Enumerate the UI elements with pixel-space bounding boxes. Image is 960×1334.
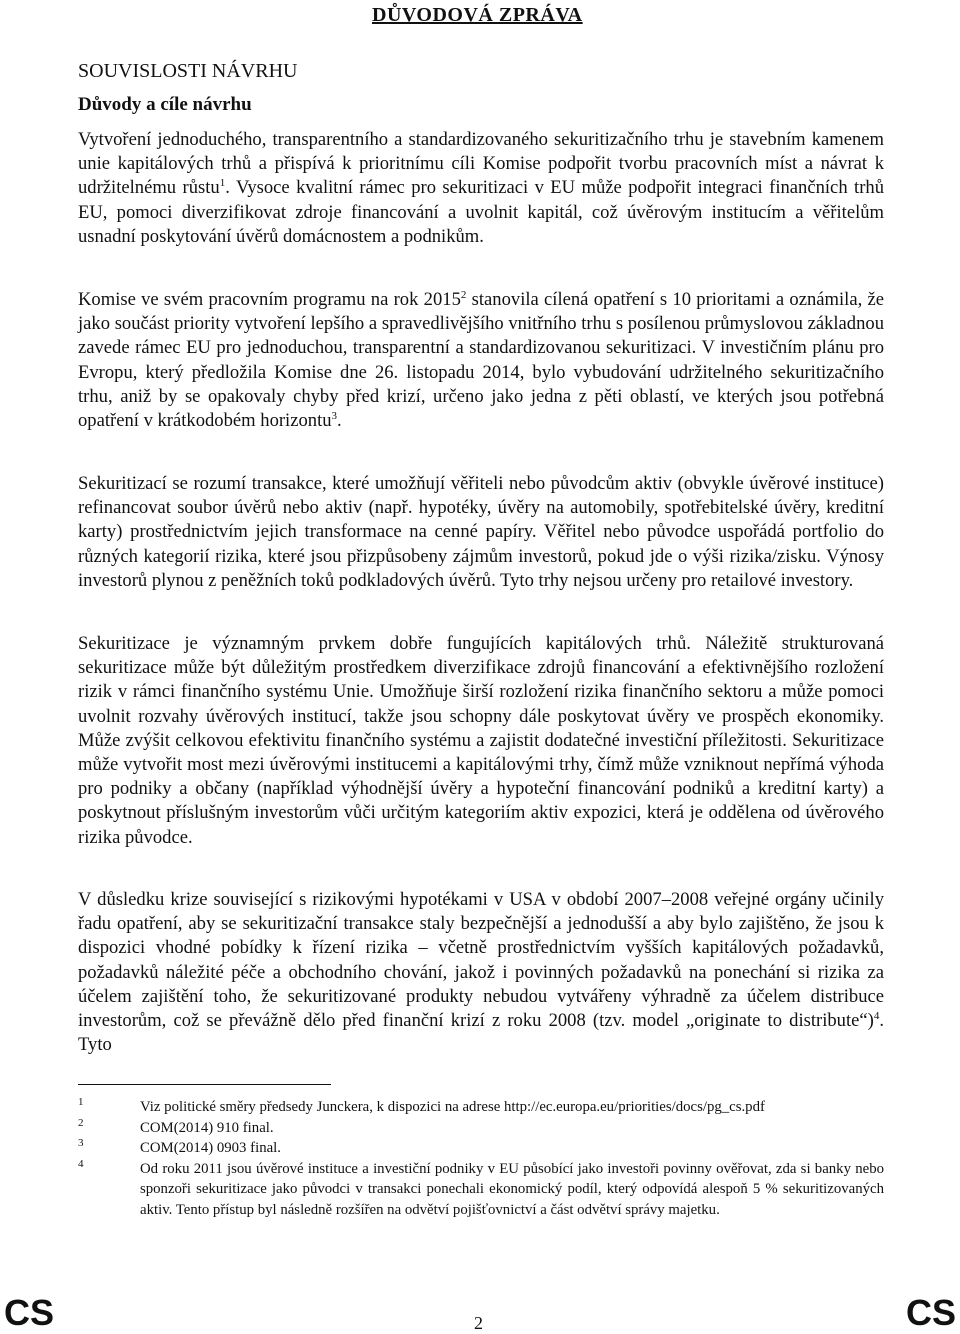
footnote-ref-2: 2 [460, 288, 467, 301]
language-code-right: CS [905, 1292, 956, 1333]
footnote-3 [78, 1138, 884, 1159]
language-code-left: CS [4, 1292, 55, 1333]
paragraph-1 [78, 128, 884, 249]
footnote-number: 3 [78, 1137, 84, 1149]
footnote-separator [78, 1084, 331, 1085]
paragraph-1-text-b: . Vysoce kvalitní rámec pro sekuritizaci v EU může podpořit integraci finančních trhů EU, pomoci diverzifikovat zdroje financování a uvolnit kapitál, což úvěrovým institucím a věřitelům usnadní poskytování úvěrů domácnostem a podnikům. [78, 177, 884, 247]
paragraph-1-text-a: Vytvoření jednoduchého, transparentního a standardizovaného sekuritizačního trhu je stavebním kamenem unie kapitálových trhů a přispívá k prioritnímu cíli Komise podpořit tvorbu pracovních míst a návrat k udržitelnému růstu [78, 129, 884, 199]
footnote-4 [78, 1159, 884, 1221]
subheading: Důvody a cíle návrhu [78, 94, 252, 115]
page-number: 2 [474, 1313, 483, 1333]
footnote-2 [78, 1118, 884, 1139]
paragraph-2-text-b: stanovila cílená opatření s 10 prioritami a oznámila, že jako součást priority vytvoření lepšího a spravedlivějšího vnitřního trhu s posílenou průmyslovou základnou zavede rámec EU pro jednoduchou, transparentní a standardizovanou sekuritizaci. V investičním plánu pro Evropu, který předložila Komise dne 26. listopadu 2014, bylo vybudování udržitelného sekuritizačního trhu, aniž by se opakovaly chyby před krizí, určeno jako jedna z pěti oblastí, ve kterých jsou potřebná opatření v krátkodobém horizontu [78, 289, 884, 432]
footnote-ref-3: 3 [331, 409, 338, 422]
paragraph-5-text-b: . Tyto [78, 1010, 884, 1056]
footnote-text: COM(2014) 910 final. [140, 1119, 274, 1136]
document-title: DŮVODOVÁ ZPRÁVA [372, 4, 583, 26]
footnote-1 [78, 1097, 884, 1118]
paragraph-3: Sekuritizací se rozumí transakce, které umožňují věřiteli nebo původcům aktiv (obvykle úvěrové instituce) refinancovat soubor úvěrů nebo aktiv (např. hypotéky, úvěry na automobily, spotřebitelské úvěry, kreditní karty) prostřednictvím jejich transformace na cenné papíry. Věřitel nebo původce uspořádá portfolio do různých kategorií rizika, které jsou přizpůsobeny zájmům investorů, pokud jde o výši rizika/zisku. Výnosy investorů plynou z peněžních toků podkladových úvěrů. Tyto trhy nejsou určeny pro retailové investory. [78, 473, 884, 591]
footnote-text: COM(2014) 0903 final. [140, 1140, 281, 1156]
footnote-number: 2 [78, 1116, 84, 1129]
section-heading: SOUVISLOSTI NÁVRHU [78, 60, 298, 82]
footnote-ref-1: 1 [219, 177, 226, 190]
footnote-ref-4: 4 [873, 1009, 880, 1022]
footnote-text: Od roku 2011 jsou úvěrové instituce a investiční podniky v EU působící jako investoři povinny ověřovat, zda si banky nebo sponzoři sekuritizace jako původci v transakci ponechali ekonomický podíl, který odpovídá alespoň 5 % sekuritizovaných aktiv. Tento přístup byl následně rozšířen na odvětví pojišťovnictví a část odvětví správy majetku. [140, 1160, 884, 1218]
footnote-text: Viz politické směry předsedy Junckera, k dispozici na adrese http://ec.europa.eu/priorities/docs/pg_cs.pdf [140, 1099, 765, 1115]
paragraph-5-text-a: V důsledku krize související s rizikovými hypotékami v USA v období 2007–2008 veřejné orgány učinily řadu opatření, aby se sekuritizační transakce staly bezpečnější a jednodušší a aby bylo zajištěno, že jsou k dispozici vhodné pobídky k řízení rizika – včetně prostřednictvím vyšších kapitálových požadavků, požadavků náležité péče a obchodního chování, jakož i povinných požadavků na ponechání si rizika za účelem zajištění toho, že sekuritizované produkty nebudou vytvářeny výhradně za účelem distribuce investorům, což se převážně dělo před finanční krizí z roku 2008 (tzv. model „originate to distribute“) [78, 889, 884, 1032]
footnote-number: 4 [78, 1157, 84, 1170]
paragraph-2-text-c: . [337, 410, 342, 432]
footnotes [78, 1097, 884, 1220]
paragraph-4: Sekuritizace je významným prvkem dobře fungujících kapitálových trhů. Náležitě strukturovaná sekuritizace může být důležitým prostředkem diverzifikace zdrojů financování a efektivnějšího rozložení rizik v rámci finančního systému Unie. Umožňuje širší rozložení rizika finančního sektoru a může pomoci uvolnit rozvahy úvěrových institucí, takže jsou schopny dále poskytovat úvěry ve prospěch ekonomiky. Může zvýšit celkovou efektivitu finančního systému a zajistit dodatečné investiční příležitosti. Sekuritizace může vytvořit most mezi úvěrovými institucemi a kapitálovými trhy, čímž může vzniknout nepřímá výhoda pro podniky a občany (například výhodnější úvěry a hypoteční financování podniků a kreditní karty) a poskytnout příslušným investorům vůči určitým kategoriím aktiv expozici, která je oddělena od úvěrového rizika původce. [78, 633, 884, 848]
footnote-number: 1 [78, 1096, 84, 1108]
paragraph-5 [78, 888, 884, 1057]
paragraph-2 [78, 288, 884, 433]
paragraph-2-text-a: Komise ve svém pracovním programu na rok 2015 [78, 289, 461, 310]
